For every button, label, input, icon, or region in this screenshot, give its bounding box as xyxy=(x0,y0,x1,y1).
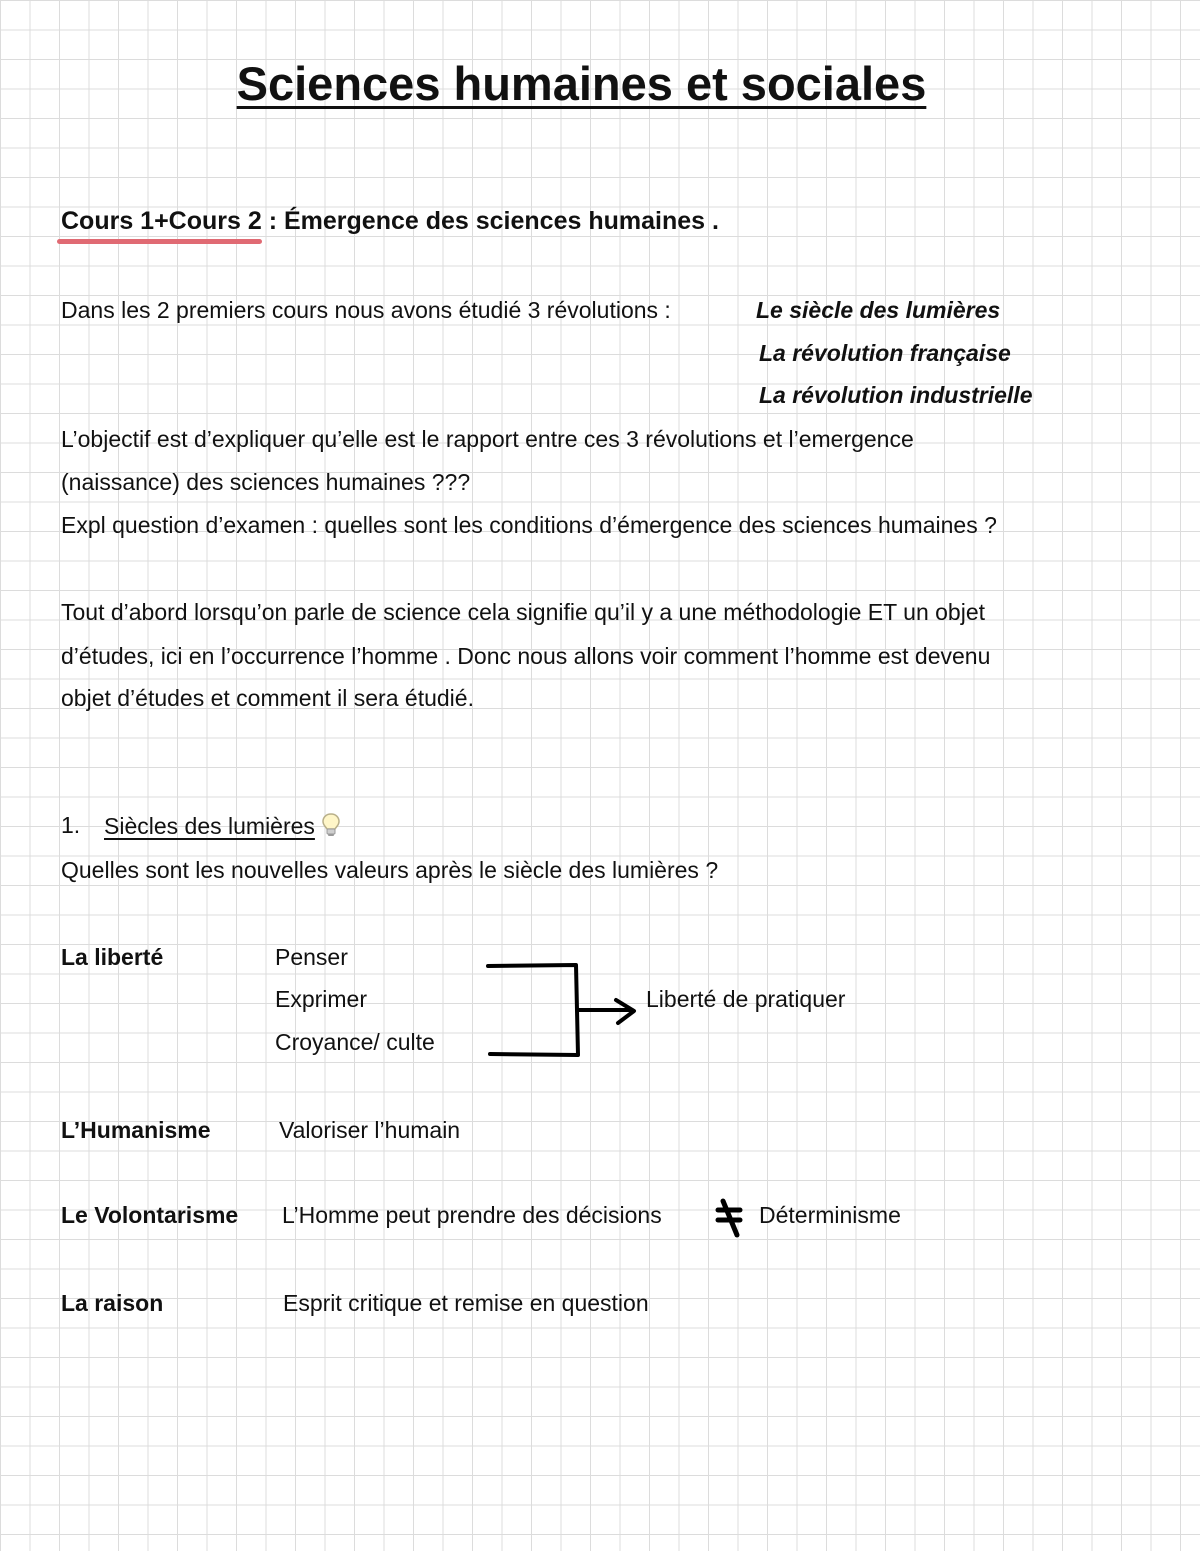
value-term-humanisme: L’Humanisme xyxy=(61,1117,211,1143)
humanisme-desc: Valoriser l’humain xyxy=(279,1117,461,1143)
intro-lead: Dans les 2 premiers cours nous avons étudié 3 révolutions : xyxy=(61,297,671,323)
course-heading-highlight: Cours 1+Cours 2 xyxy=(61,207,262,235)
bracket-arrow-diagram xyxy=(480,955,650,1065)
paragraph-line: objet d’études et comment il sera étudié. xyxy=(61,685,474,711)
section-number: 1. xyxy=(61,812,81,838)
revolution-item: Le siècle des lumières xyxy=(756,297,1001,323)
value-term-raison: La raison xyxy=(61,1290,164,1316)
lightbulb-icon xyxy=(321,812,341,844)
paragraph-line: Tout d’abord lorsqu’on parle de science cela signifie qu’il y a une méthodologie ET un objet xyxy=(61,599,985,625)
page-title: Sciences humaines et sociales xyxy=(236,57,927,110)
liberte-item: Croyance/ culte xyxy=(275,1029,435,1055)
objective-line: (naissance) des sciences humaines ??? xyxy=(61,469,471,495)
section-question: Quelles sont les nouvelles valeurs après le siècle des lumières ? xyxy=(61,857,719,883)
not-equal-icon xyxy=(713,1196,747,1240)
section-title xyxy=(104,812,341,844)
volontarisme-opposite: Déterminisme xyxy=(759,1202,901,1228)
liberte-item: Exprimer xyxy=(275,986,368,1012)
volontarisme-desc: L’Homme peut prendre des décisions xyxy=(282,1202,662,1228)
objective-line: L’objectif est d’expliquer qu’elle est le rapport entre ces 3 révolutions et l’emergence xyxy=(61,426,914,452)
value-term-volontarisme: Le Volontarisme xyxy=(61,1202,239,1228)
revolution-item: La révolution industrielle xyxy=(759,382,1033,408)
value-term-liberte: La liberté xyxy=(61,944,164,970)
raison-desc: Esprit critique et remise en question xyxy=(283,1290,649,1316)
section-title-text: Siècles des lumières xyxy=(104,813,315,840)
paragraph-line: d’études, ici en l’occurrence l’homme . Donc nous allons voir comment l’homme est devenu xyxy=(61,643,991,669)
course-heading-rest: : Émergence des sciences humaines . xyxy=(261,207,719,235)
exam-question: Expl question d’examen : quelles sont les conditions d’émergence des sciences humaines ? xyxy=(61,512,997,538)
course-heading xyxy=(61,207,719,236)
liberte-item: Penser xyxy=(275,944,348,970)
liberte-result: Liberté de pratiquer xyxy=(646,986,846,1012)
revolution-item: La révolution française xyxy=(759,340,1011,366)
